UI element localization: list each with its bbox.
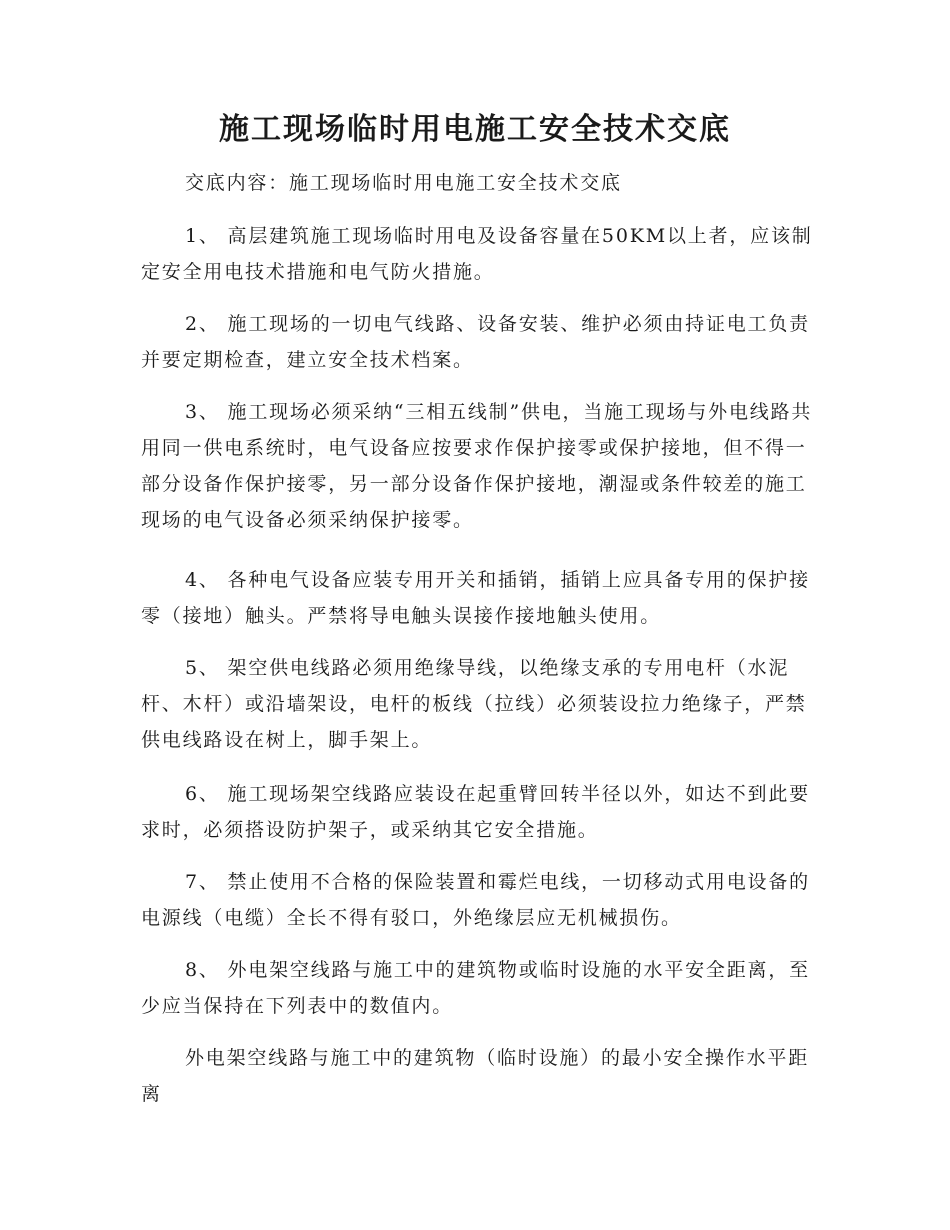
paragraph-4: 4、 各种电气设备应装专用开关和插销，插销上应具备专用的保护接零（接地）触头。严禁将导电触头误接作接地触头使用。 <box>141 569 810 627</box>
paragraph-3: 3、 施工现场必须采纳“三相五线制”供电，当施工现场与外电线路共用同一供电系统时，电气设备应按要求作保护接零或保护接地，但不得一部分设备作保护接零，另一部分设备作保护接地，潮湿或条件较差的施工现场的电气设备必须采纳保护接零。 <box>141 401 813 531</box>
paragraph-5: 5、 架空供电线路必须用绝缘导线，以绝缘支承的专用电杆（水泥杆、木杆）或沿墙架设，电杆的板线（拉线）必须装设拉力绝缘子，严禁供电线路设在树上，脚手架上。 <box>141 657 807 751</box>
paragraph-intro: 交底内容：施工现场临时用电施工安全技术交底 <box>185 172 622 194</box>
paragraph-1: 1、 高层建筑施工现场临时用电及设备容量在50KM以上者，应该制定安全用电技术措施和电气防火措施。 <box>141 225 813 283</box>
paragraph-2: 2、 施工现场的一切电气线路、设备安装、维护必须由持证电工负责并要定期检查，建立安全技术档案。 <box>141 313 810 371</box>
paragraph-7: 7、 禁止使用不合格的保险装置和霉烂电线，一切移动式用电设备的电源线（电缆）全长不得有驳口，外绝缘层应无机械损伤。 <box>141 871 810 929</box>
paragraph-8: 8、 外电架空线路与施工中的建筑物或临时设施的水平安全距离，至少应当保持在下列表中的数值内。 <box>141 959 810 1017</box>
table-caption: 外电架空线路与施工中的建筑物（临时设施）的最小安全操作水平距离 <box>141 1047 810 1105</box>
paragraph-6: 6、 施工现场架空线路应装设在起重臂回转半径以外，如达不到此要求时，必须搭设防护架子，或采纳其它安全措施。 <box>141 783 810 841</box>
document-title: 施工现场临时用电施工安全技术交底 <box>219 112 731 147</box>
